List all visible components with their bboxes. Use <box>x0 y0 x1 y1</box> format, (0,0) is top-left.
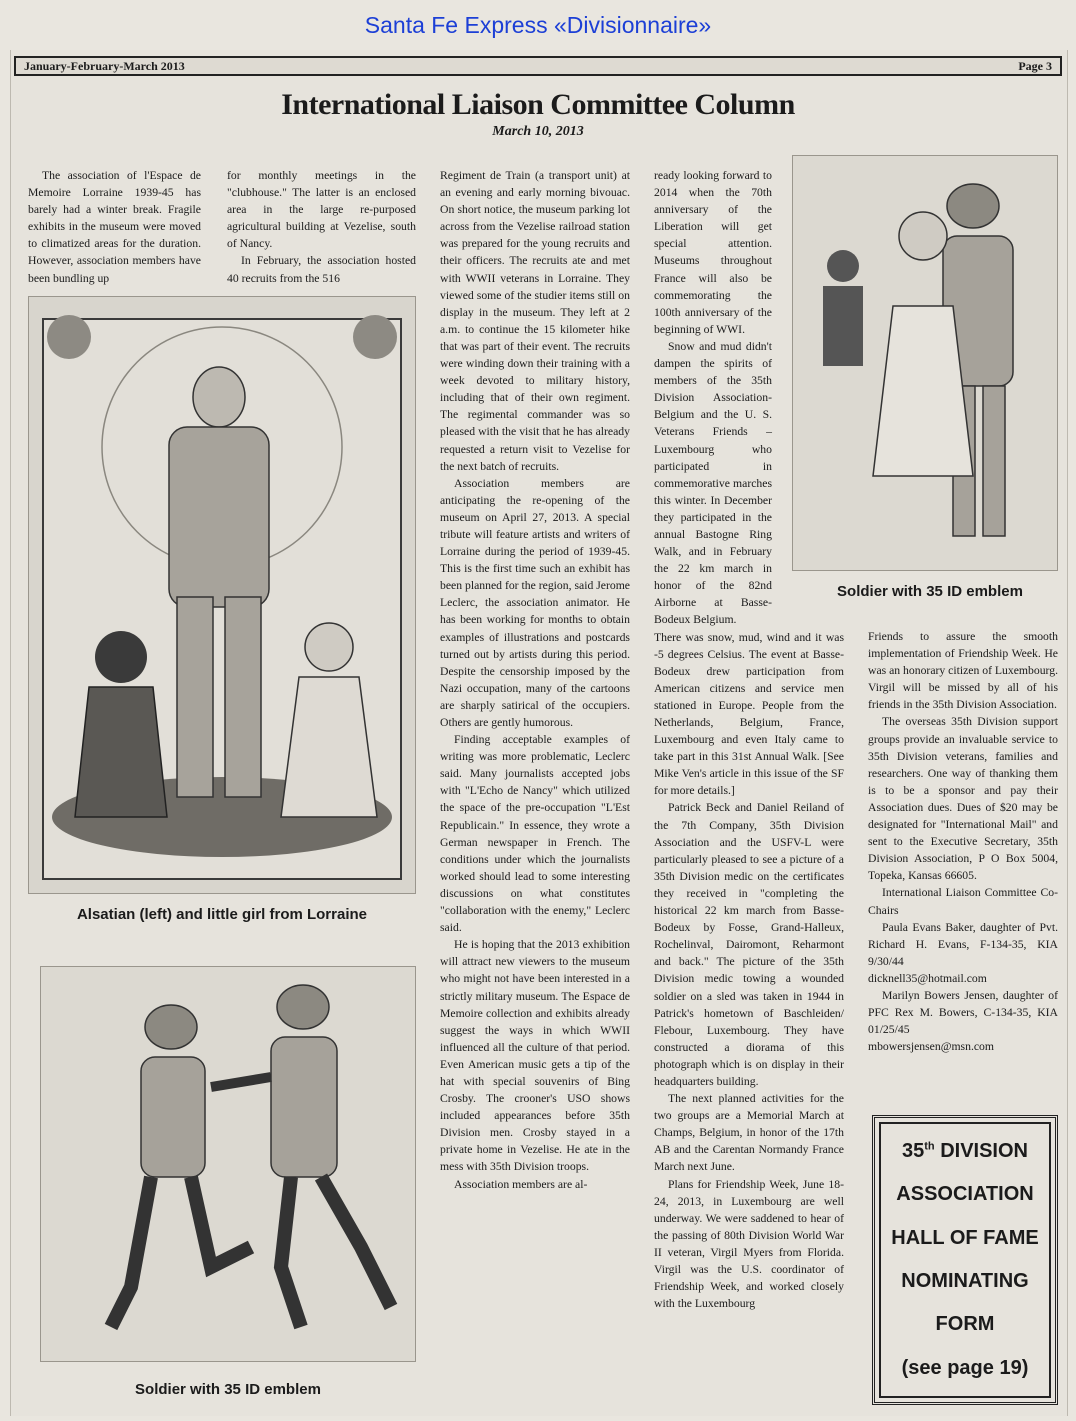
soldier-illustration-right <box>792 155 1058 571</box>
paragraph: Finding acceptable examples of writing was more problematic, Leclerc said. Many journalists accepted jobs with "L'Echo de Nancy" which utilized the space of the pre-occupation "L'Est Republicain." In essence, they wrote a German newspaper in French. The conditions under which the journalists worked should lead to some interesting discussions on what constitutes "collaboration with the enemy," Leclerc said. <box>440 733 630 935</box>
paragraph: Patrick Beck and Daniel Reiland of the 7th Company, 35th Division Association and the USFV-L were particularly pleased to see a picture of a 35th Division medic on the certificates they received in "completing the historical 22 km march from Basse-Bodeux by Fosse, Grand-Halleux, Rochelinval, Dairomont, Reharmont and back." The picture of the 35th Division medic towing a wounded soldier on a sled was taken in 1944 in Patrick's hometown of Baschleiden/ Flebour, Luxembourg. They have constructed a diorama of this photograph which is on display in their headquarters building. <box>654 801 844 1088</box>
hof-line-3: HALL OF FAME <box>891 1226 1039 1249</box>
running-head <box>14 56 1062 76</box>
soldier-illustration-left <box>40 966 416 1362</box>
alsatian-illustration <box>28 296 416 894</box>
paragraph: Snow and mud didn't dampen the spirits of members of the 35th Division Association-Belgium and the U. S. Veterans Friends – Luxembourg who participated in commemorative marches this winter. In December they participated in the annual Bastogne Ring Walk, and in February the 22 km march in honor of the 82nd Airborne at Basse-Bodeux Belgium. <box>654 339 772 627</box>
paragraph: In February, the association hosted 40 recruits from the 516 <box>227 254 416 285</box>
paragraph: ready looking forward to 2014 when the 70th anniversary of the Liberation will get special attention. Museums throughout France will also be commemorating the 100th anniversary of the beginning of WWI. <box>654 169 772 336</box>
illustration-caption: Soldier with 35 ID emblem <box>135 1381 321 1398</box>
soldier-kiss-drawing <box>793 156 1057 570</box>
article-column-3 <box>440 167 630 1193</box>
hof-line-6: (see page 19) <box>901 1356 1029 1379</box>
page-number: Page 3 <box>1018 58 1052 73</box>
paragraph: International Liaison Committee Co-Chairs <box>868 886 1058 917</box>
page-title: International Liaison Committee Column <box>281 88 795 121</box>
paragraph: The next planned activities for the two groups are a Memorial March at Champs, Belgium, in honor of the 17th AB and the Carentan Normandy France March next June. <box>654 1092 844 1174</box>
article-date: March 10, 2013 <box>492 124 584 139</box>
contact-line: Paula Evans Baker, daughter of Pvt. Richard H. Evans, F-134-35, KIA 9/30/44 <box>868 920 1058 968</box>
illustration-caption: Soldier with 35 ID emblem <box>837 583 1023 600</box>
hof-line-5: FORM <box>935 1313 995 1336</box>
two-soldiers-drawing <box>41 967 415 1361</box>
paragraph: Friends to assure the smooth implementation of Friendship Week. He was an honorary citizen of Luxembourg. Virgil will be missed by all of his friends in the 35th Division Association. <box>868 630 1058 712</box>
contact-email[interactable]: mbowersjensen@msn.com <box>868 1040 994 1054</box>
hall-of-fame-box[interactable] <box>872 1115 1058 1405</box>
hof-line-2: ASSOCIATION <box>896 1183 1034 1206</box>
contact-email[interactable]: dicknell35@hotmail.com <box>868 971 987 985</box>
paragraph: He is hoping that the 2013 exhibition will attract new viewers to the museum who might not have been interested in a strictly military museum. The Espace de Memoire collection and exhibits already suggest the ways in which WWII influenced all the culture of that period. Even American music gets a tip of the hat with special souvenirs of Bing Crosby. The crooner's USO shows included appearances before 35th Division men. Crosby stayed in a private home in Vezelise. He ate in the mess with 35th Division troops. <box>440 938 630 1174</box>
contact-line: Marilyn Bowers Jensen, daughter of PFC Rex M. Bowers, C-134-35, KIA 01/25/45 <box>868 988 1058 1037</box>
paragraph: There was snow, mud, wind and it was -5 degrees Celsius. The event at Basse-Bodeux drew participation from American citizens and service men stationed in Europe. People from the Netherlands, Belgium, France, Luxembourg and even Italy came to take part in this 31st Annual Walk. [See Mike Ven's article in this issue of the SF for more details.] <box>654 630 844 798</box>
article-column-1 <box>28 167 201 287</box>
paragraph: Association members are al- <box>454 1177 588 1191</box>
paragraph: The association of l'Espace de Memoire Lorraine 1939-45 has barely had a winter break. Fragile exhibits in the museum were moved to climatized areas for the duration. However, association members have been bundling up <box>28 169 201 285</box>
soldier-with-girls-drawing <box>29 297 415 893</box>
illustration-caption: Alsatian (left) and little girl from Lorraine <box>76 906 368 923</box>
article-column-5 <box>868 628 1058 1055</box>
paragraph: for monthly meetings in the "clubhouse." The latter is an enclosed area in the large re-purposed agricultural building at Vezelise, south of Nancy. <box>227 169 416 251</box>
paragraph: Association members are anticipating the re-opening of the museum on April 27, 2013. A special tribute will feature artists and writers of Lorraine during the period of 1939-45. This is the first time such an exhibit has been planned for the region, said Jerome Leclerc, the association animator. He has been working for months to obtain examples of illustrations and postcards turned out by artists during this period. Despite the censorship imposed by the Nazi occupation, many of the cartoons are sharply satirical of the occupiers. Others are gently humorous. <box>440 476 630 729</box>
paragraph: Plans for Friendship Week, June 18-24, 2013, in Luxembourg are well underway. We were saddened to hear of the passing of 80th Division World War II veteran, Virgil Myers from Florida. Virgil was the U.S. coordinator of Friendship Week, and worked closely with the Luxembourg <box>654 1177 844 1311</box>
hall-of-fame-text <box>879 1122 1051 1398</box>
issue-date: January-February-March 2013 <box>24 58 185 73</box>
paragraph: The overseas 35th Division support groups provide an invaluable service to 35th Division veterans, families and researchers. One way of thanking them is to be a sponsor and pay their Association dues. Dues of $20 may be designated for "International Mail" and sent to the Executive Secretary, 35th Division Association, P O Box 5004, Topeka, Kansas 66605. <box>868 715 1058 883</box>
hof-line-1: 35th DIVISION <box>902 1140 1028 1163</box>
paragraph: Regiment de Train (a transport unit) at an evening and early morning bivouac. On short notice, the museum parking lot across from the Vezelise railroad station was prepared for the young recruits and their officers. The recruits ate and met with WWII veterans in Lorraine. They viewed some of the studier items still on display in the museum. They left at 2 a.m. to continue the 15 kilometer hike that was part of their event. The recruits were winding down their training with a week devoted to military history, including that of their own regiment. The regimental commander was so pleased with the visit that he has already requested a return visit to Vezelise for the next batch of recruits. <box>440 169 630 473</box>
article-column-2 <box>227 167 416 287</box>
hof-line-4: NOMINATING <box>901 1270 1029 1293</box>
site-banner: Santa Fe Express «Divisionnaire» <box>364 12 712 38</box>
